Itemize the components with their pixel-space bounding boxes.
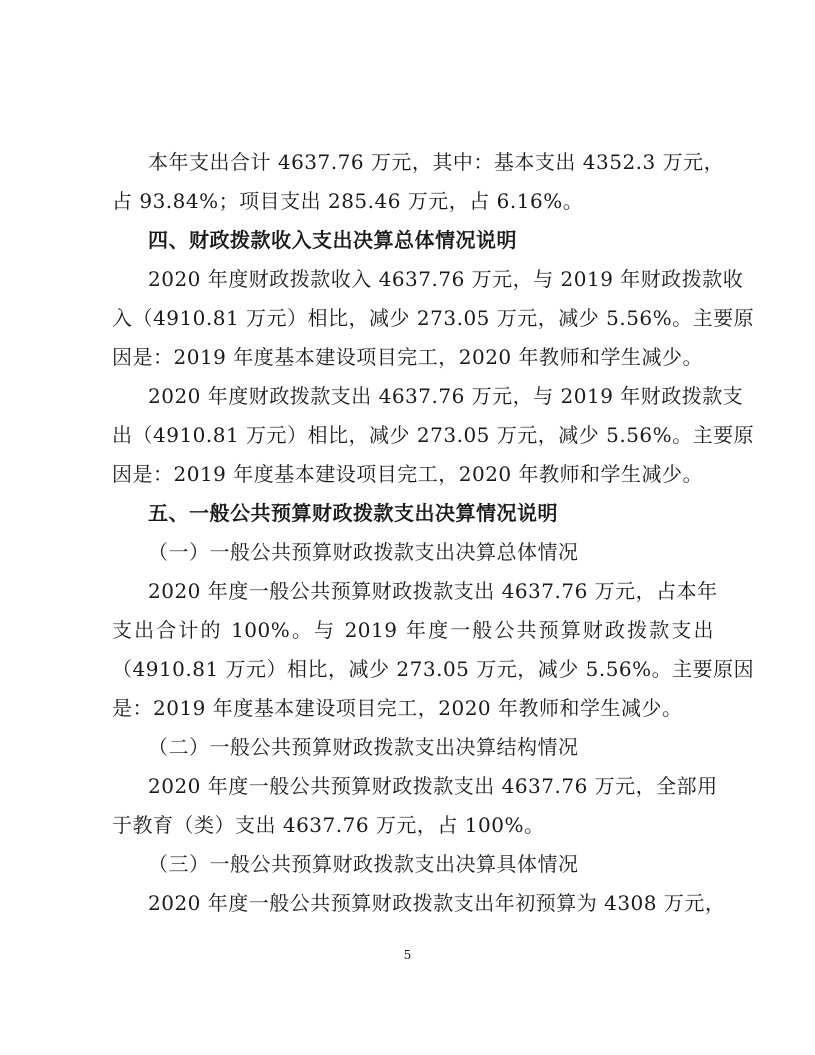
paragraph-line: 支出合计的 100%。与 2019 年度一般公共预算财政拨款支出 bbox=[112, 618, 714, 642]
paragraph-line: 出（4910.81 万元）相比，减少 273.05 万元，减少 5.56%。主要原 bbox=[112, 423, 755, 447]
paragraph-line: 因是：2019 年度基本建设项目完工，2020 年教师和学生减少。 bbox=[112, 462, 704, 486]
paragraph-line: 占 93.84%；项目支出 285.46 万元，占 6.16%。 bbox=[112, 189, 584, 213]
paragraph-line: 于教育（类）支出 4637.76 万元，占 100%。 bbox=[112, 813, 545, 837]
section-heading: 四、财政拨款收入支出决算总体情况说明 bbox=[148, 228, 517, 252]
paragraph-line: 2020 年度财政拨款收入 4637.76 万元，与 2019 年财政拨款收 bbox=[148, 267, 744, 291]
paragraph-line: （4910.81 万元）相比，减少 273.05 万元，减少 5.56%。主要原因 bbox=[112, 657, 755, 681]
paragraph-line: 是：2019 年度基本建设项目完工，2020 年教师和学生减少。 bbox=[112, 696, 683, 720]
section-heading: 五、一般公共预算财政拨款支出决算情况说明 bbox=[148, 501, 558, 525]
paragraph-line: 2020 年度一般公共预算财政拨款支出 4637.76 万元，全部用 bbox=[148, 774, 718, 798]
paragraph-line: 入（4910.81 万元）相比，减少 273.05 万元，减少 5.56%。主要原 bbox=[112, 306, 755, 330]
paragraph-line: 本年支出合计 4637.76 万元，其中：基本支出 4352.3 万元， bbox=[148, 150, 725, 174]
page-number: 5 bbox=[403, 948, 412, 962]
subsection-heading: （二）一般公共预算财政拨款支出决算结构情况 bbox=[148, 735, 579, 759]
paragraph-line: 因是：2019 年度基本建设项目完工，2020 年教师和学生减少。 bbox=[112, 345, 704, 369]
paragraph-line: 2020 年度财政拨款支出 4637.76 万元，与 2019 年财政拨款支 bbox=[148, 384, 744, 408]
paragraph-line: 2020 年度一般公共预算财政拨款支出 4637.76 万元，占本年 bbox=[148, 579, 718, 603]
subsection-heading: （一）一般公共预算财政拨款支出决算总体情况 bbox=[148, 540, 579, 564]
subsection-heading: （三）一般公共预算财政拨款支出决算具体情况 bbox=[148, 852, 579, 876]
paragraph-line: 2020 年度一般公共预算财政拨款支出年初预算为 4308 万元， bbox=[148, 891, 726, 915]
